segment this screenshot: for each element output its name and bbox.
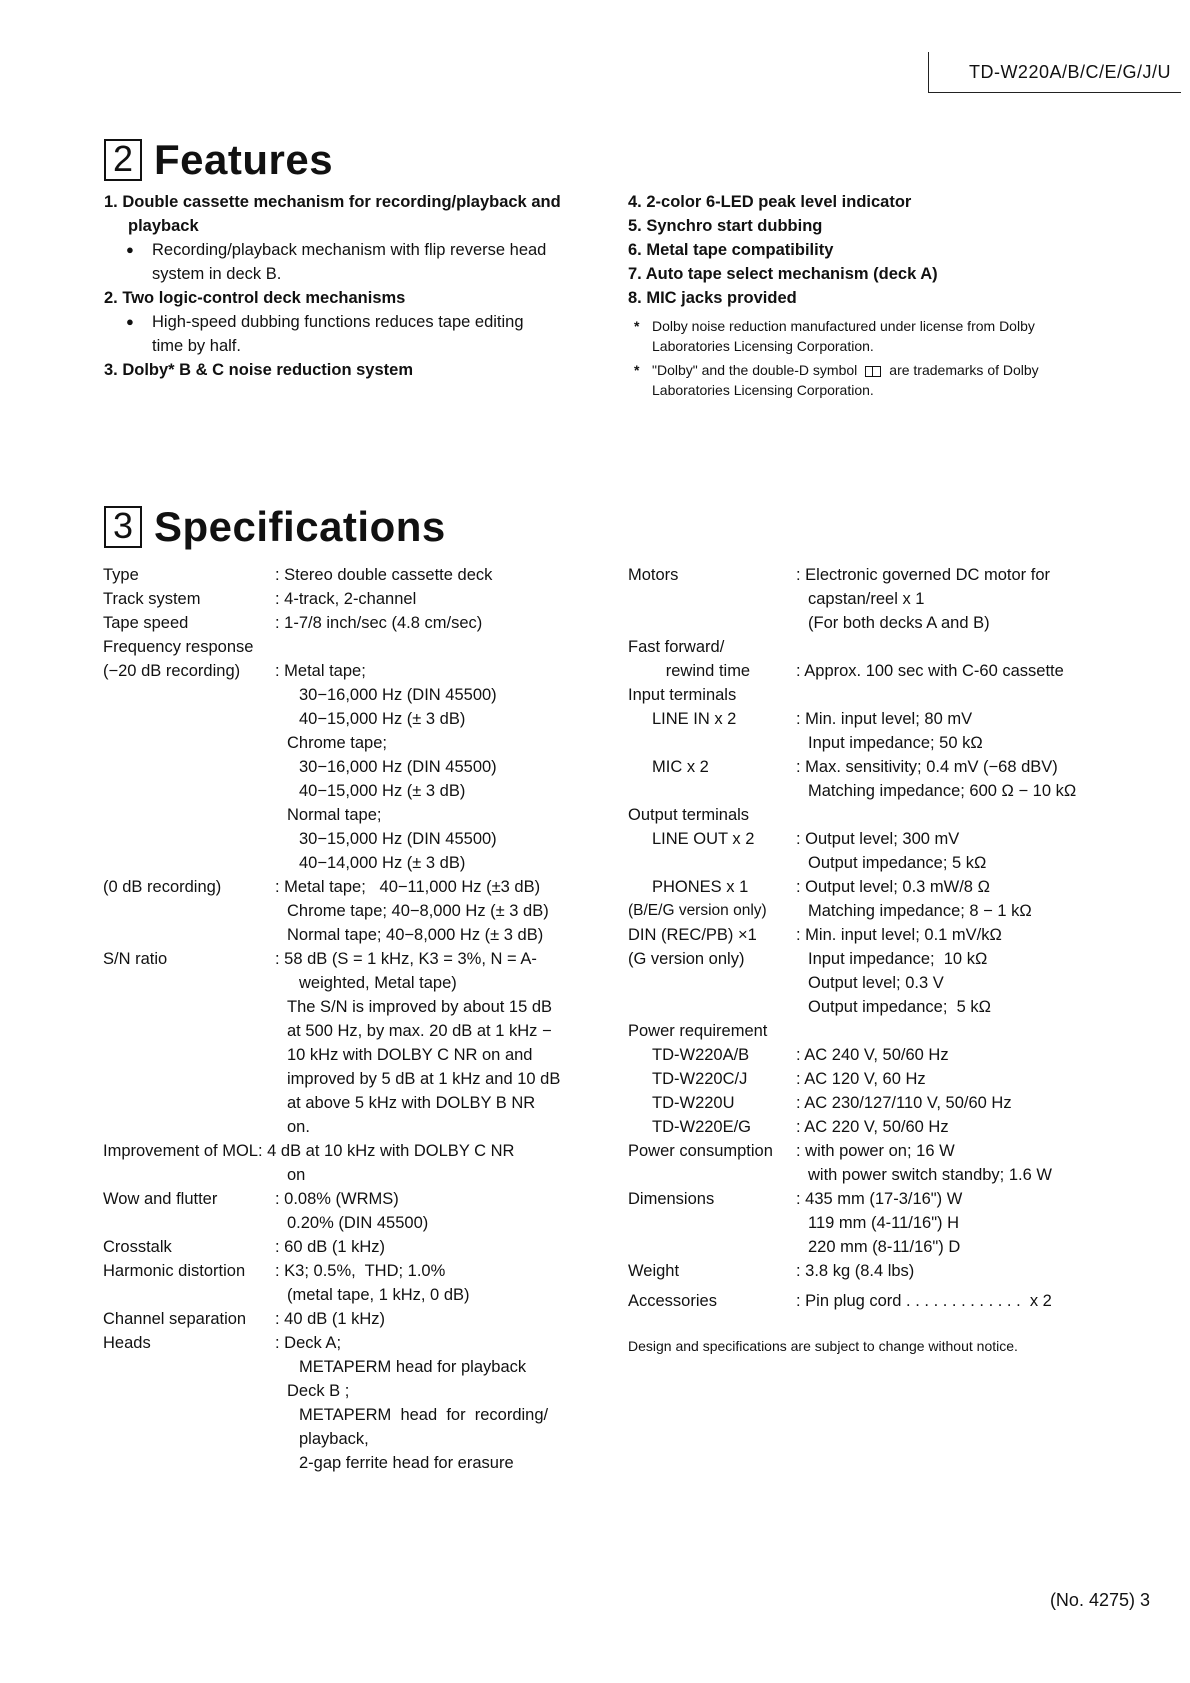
spec-label [103,1451,275,1475]
spec-label [103,1403,275,1427]
spec-label: Weight [628,1262,680,1280]
spec-row [628,1043,1106,1067]
spec-value: improved by 5 dB at 1 kHz and 10 dB [287,1070,561,1088]
spec-value: The S/N is improved by about 15 dB [287,998,553,1016]
spec-value: Output impedance; 5 kΩ [808,998,991,1016]
spec-row [628,683,1106,707]
spec-label [103,923,275,947]
spec-label [628,779,796,803]
spec-value: : Max. sensitivity; 0.4 mV (−68 dBV) [796,758,1058,776]
spec-row [103,1187,585,1211]
model-number: TD-W220A/B/C/E/G/J/U [968,62,1171,82]
spec-label [628,587,796,611]
features-heading [104,136,333,184]
spec-value: 119 mm (4-11/16") H [808,1214,960,1232]
spec-label [628,1163,796,1187]
spec-label: (G version only) [628,950,745,968]
spec-value: with power switch standby; 1.6 W [808,1166,1052,1184]
spec-row [103,1211,585,1235]
spec-row [628,1289,1106,1313]
spec-value [796,803,1106,827]
spec-row [628,1091,1106,1115]
spec-label: TD-W220A/B [652,1046,750,1064]
spec-row [628,563,1106,587]
spec-label [103,683,275,707]
spec-value: : Approx. 100 sec with C-60 cassette [796,662,1064,680]
spec-value: : Output level; 300 mV [796,830,960,848]
spec-label: DIN (REC/PB) ×1 [628,926,757,944]
spec-row [628,779,1106,803]
feature-subitem: time by half. [152,337,241,355]
spec-label [103,851,275,875]
spec-label [103,1067,275,1091]
feature-subitem: ● High-speed dubbing functions reduces tape editing [126,310,584,334]
spec-label [103,827,275,851]
spec-label [103,971,275,995]
spec-value: Matching impedance; 8 − 1 kΩ [808,902,1032,920]
spec-row [628,659,1106,683]
feature-subitem: system in deck B. [152,265,282,283]
spec-row [103,1235,585,1259]
spec-label [103,803,275,827]
specifications-heading [104,503,446,551]
footnote-line: Laboratories Licensing Corporation. [652,382,874,398]
spec-value: 2-gap ferrite head for erasure [299,1454,514,1472]
spec-row [628,1139,1106,1163]
spec-value: : 0.08% (WRMS) [275,1190,399,1208]
spec-value: METAPERM head for playback [299,1358,527,1376]
spec-value: 30−16,000 Hz (DIN 45500) [299,686,497,704]
spec-value: Input impedance; 50 kΩ [808,734,983,752]
spec-value: 30−16,000 Hz (DIN 45500) [299,758,497,776]
specs-disclaimer: Design and specifications are subject to change without notice. [628,1338,1018,1354]
spec-row [103,1139,585,1163]
spec-label: Tape speed [103,614,189,632]
spec-row [103,1091,585,1115]
spec-label: Motors [628,566,679,584]
spec-value: : with power on; 16 W [796,1142,955,1160]
section-title: Features [154,136,334,183]
spec-value: : 58 dB (S = 1 kHz, K3 = 3%, N = A- [275,950,537,968]
feature-subitem: ● Recording/playback mechanism with flip reverse head [126,238,584,262]
spec-value: playback, [299,1430,369,1448]
spec-value: Output impedance; 5 kΩ [808,854,987,872]
spec-value: Output level; 0.3 V [808,974,944,992]
spec-label [103,731,275,755]
features-left-list [104,190,584,382]
spec-value: on. [287,1118,310,1136]
spec-value [796,635,1106,659]
spec-row [103,635,585,659]
spec-value: 10 kHz with DOLBY C NR on and [287,1046,533,1064]
spec-row [103,1019,585,1043]
spec-row [628,1259,1106,1283]
spec-value: 40−15,000 Hz (± 3 dB) [299,782,466,800]
spec-value: Matching impedance; 600 Ω − 10 kΩ [808,782,1077,800]
spec-label: Track system [103,590,201,608]
spec-row [103,1403,585,1427]
spec-value: : AC 240 V, 50/60 Hz [796,1046,949,1064]
spec-row [628,947,1106,971]
spec-label [628,731,796,755]
spec-row [103,1259,585,1283]
spec-label: Accessories [628,1292,717,1310]
features-right-list [628,190,1108,404]
spec-row [103,899,585,923]
feature-item: 5. Synchro start dubbing [628,217,823,235]
footnote-text: "Dolby" and the double-D symbol [652,362,858,378]
spec-value: capstan/reel x 1 [808,590,925,608]
spec-label [103,1211,275,1235]
spec-label: TD-W220U [652,1094,735,1112]
spec-row [103,659,585,683]
section-title: Specifications [154,503,446,550]
spec-label: LINE OUT x 2 [652,830,755,848]
spec-row [103,1451,585,1475]
spec-value: Chrome tape; 40−8,000 Hz (± 3 dB) [287,902,549,920]
feature-item: 4. 2-color 6-LED peak level indicator [628,193,912,211]
spec-value: : K3; 0.5%, THD; 1.0% [275,1262,446,1280]
spec-value: : 3.8 kg (8.4 lbs) [796,1262,915,1280]
spec-row [103,1427,585,1451]
spec-value: (metal tape, 1 kHz, 0 dB) [287,1286,470,1304]
spec-row [103,1331,585,1355]
footnote-line: Laboratories Licensing Corporation. [652,338,874,354]
spec-row [103,851,585,875]
spec-row [103,971,585,995]
spec-row [628,1211,1106,1235]
spec-label: MIC x 2 [652,758,709,776]
spec-label: Dimensions [628,1190,715,1208]
spec-value: : Deck A; [275,1334,342,1352]
spec-label [103,1427,275,1451]
spec-value: : AC 230/127/110 V, 50/60 Hz [796,1094,1012,1112]
spec-row [628,707,1106,731]
model-header-box [928,52,1181,93]
footnote-line [652,360,1108,380]
spec-row [103,563,585,587]
spec-row [103,779,585,803]
spec-value: on [287,1166,306,1184]
spec-row [628,899,1106,923]
footnote-line: * Dolby noise reduction manufactured under license from Dolby [652,318,1035,334]
spec-value: : Metal tape; 40−11,000 Hz (±3 dB) [275,878,541,896]
spec-row [628,1115,1106,1139]
spec-value: Normal tape; [287,806,382,824]
spec-value: at above 5 kHz with DOLBY B NR [287,1094,536,1112]
spec-label: Power consumption [628,1142,773,1160]
spec-value: : AC 120 V, 60 Hz [796,1070,926,1088]
spec-label: (0 dB recording) [103,878,222,896]
spec-row [103,683,585,707]
feature-item: 1. Double cassette mechanism for recording/playback and [104,193,561,211]
spec-label: Input terminals [628,686,737,704]
spec-row [103,1307,585,1331]
spec-row [628,827,1106,851]
feature-item: 3. Dolby* B & C noise reduction system [104,361,413,379]
specs-right-table [628,563,1106,1313]
spec-row [628,1187,1106,1211]
spec-label: Fast forward/ [628,638,725,656]
spec-label [103,707,275,731]
spec-label: Wow and flutter [103,1190,218,1208]
spec-label [628,1211,796,1235]
spec-label [628,1235,796,1259]
spec-row [103,707,585,731]
spec-row [628,1019,1106,1043]
feature-item: 6. Metal tape compatibility [628,241,834,259]
spec-label [103,1379,275,1403]
spec-label [628,971,796,995]
spec-row [103,947,585,971]
spec-value: : Pin plug cord . . . . . . . . . . . . . x 2 [796,1292,1052,1310]
spec-row [628,635,1106,659]
spec-label: TD-W220E/G [652,1118,752,1136]
section-number: 3 [104,506,142,548]
spec-label: Frequency response [103,638,254,656]
feature-item: 7. Auto tape select mechanism (deck A) [628,265,938,283]
spec-label [103,1091,275,1115]
spec-label: LINE IN x 2 [652,710,737,728]
spec-row [103,1043,585,1067]
spec-label [103,1355,275,1379]
spec-label [628,851,796,875]
spec-row [103,875,585,899]
spec-value: : Stereo double cassette deck [275,566,493,584]
spec-value: 4 dB at 10 kHz with DOLBY C NR [262,1142,515,1160]
spec-label [628,611,796,635]
spec-row [628,803,1106,827]
spec-label: (B/E/G version only) [628,902,767,919]
spec-value: : Electronic governed DC motor for [796,566,1051,584]
spec-value: at 500 Hz, by max. 20 dB at 1 kHz − [287,1022,552,1040]
spec-row [628,731,1106,755]
spec-label: PHONES x 1 [652,878,749,896]
spec-value: 40−15,000 Hz (± 3 dB) [299,710,466,728]
feature-item: 2. Two logic-control deck mechanisms [104,289,406,307]
spec-row [103,611,585,635]
spec-row [103,1067,585,1091]
section-number: 2 [104,139,142,181]
spec-row [628,923,1106,947]
spec-row [628,971,1106,995]
spec-label [103,995,275,1019]
spec-value [275,635,585,659]
spec-label [103,899,275,923]
spec-row [628,587,1106,611]
spec-value: : 60 dB (1 kHz) [275,1238,386,1256]
spec-row [628,995,1106,1019]
spec-value: : Min. input level; 0.1 mV/kΩ [796,926,1002,944]
spec-row [103,995,585,1019]
feature-item: playback [128,217,199,235]
spec-label [103,1043,275,1067]
spec-value: Normal tape; 40−8,000 Hz (± 3 dB) [287,926,544,944]
spec-value: 40−14,000 Hz (± 3 dB) [299,854,466,872]
footnote [628,360,1108,400]
spec-label [103,1019,275,1043]
footnote [628,316,1108,356]
specs-left-table [103,563,585,1475]
spec-label: Heads [103,1334,151,1352]
spec-value: weighted, Metal tape) [299,974,457,992]
spec-row [103,1379,585,1403]
spec-value: : Metal tape; [275,662,366,680]
spec-value [796,1019,1106,1043]
footnote-text: are trademarks of Dolby [889,362,1039,378]
double-d-symbol-icon [865,366,881,377]
spec-row [628,1067,1106,1091]
spec-label: Output terminals [628,806,750,824]
spec-row [628,1235,1106,1259]
spec-label: Harmonic distortion [103,1262,246,1280]
spec-value: 30−15,000 Hz (DIN 45500) [299,830,497,848]
spec-value: 0.20% (DIN 45500) [287,1214,429,1232]
spec-label: rewind time [652,662,751,680]
spec-label: Crosstalk [103,1238,172,1256]
spec-label: Power requirement [628,1022,768,1040]
spec-label [103,779,275,803]
spec-row [103,1283,585,1307]
spec-value: : Min. input level; 80 mV [796,710,973,728]
spec-row [103,1163,585,1187]
spec-value: (For both decks A and B) [808,614,990,632]
spec-label: S/N ratio [103,950,168,968]
spec-row [103,1355,585,1379]
spec-row [103,731,585,755]
spec-row [628,611,1106,635]
spec-value: 220 mm (8-11/16") D [808,1238,961,1256]
spec-row [103,803,585,827]
spec-value: : Output level; 0.3 mW/8 Ω [796,878,990,896]
spec-value: Chrome tape; [287,734,387,752]
spec-row [103,923,585,947]
spec-value: Input impedance; 10 kΩ [808,950,988,968]
spec-label [103,1283,275,1307]
spec-label: Type [103,566,139,584]
spec-value: : 1-7/8 inch/sec (4.8 cm/sec) [275,614,483,632]
spec-row [103,755,585,779]
spec-value: : 40 dB (1 kHz) [275,1310,386,1328]
spec-label: Channel separation [103,1310,247,1328]
page-number: (No. 4275) 3 [1049,1590,1150,1610]
spec-label [103,755,275,779]
spec-label: TD-W220C/J [652,1070,748,1088]
spec-row [103,1115,585,1139]
spec-value: : 4-track, 2-channel [275,590,417,608]
spec-row [103,587,585,611]
spec-row [628,875,1106,899]
spec-value [796,683,1106,707]
spec-row [628,755,1106,779]
spec-value: Deck B ; [287,1382,350,1400]
spec-value: : AC 220 V, 50/60 Hz [796,1118,949,1136]
spec-value: : 435 mm (17-3/16") W [796,1190,963,1208]
spec-label [103,1115,275,1139]
spec-row [628,1163,1106,1187]
spec-value: METAPERM head for recording/ [299,1406,549,1424]
spec-row [103,827,585,851]
spec-label: Improvement of MOL: [103,1142,263,1160]
spec-label: (−20 dB recording) [103,662,241,680]
spec-label [628,995,796,1019]
feature-item: 8. MIC jacks provided [628,289,797,307]
spec-label [103,1163,275,1187]
spec-row [628,851,1106,875]
